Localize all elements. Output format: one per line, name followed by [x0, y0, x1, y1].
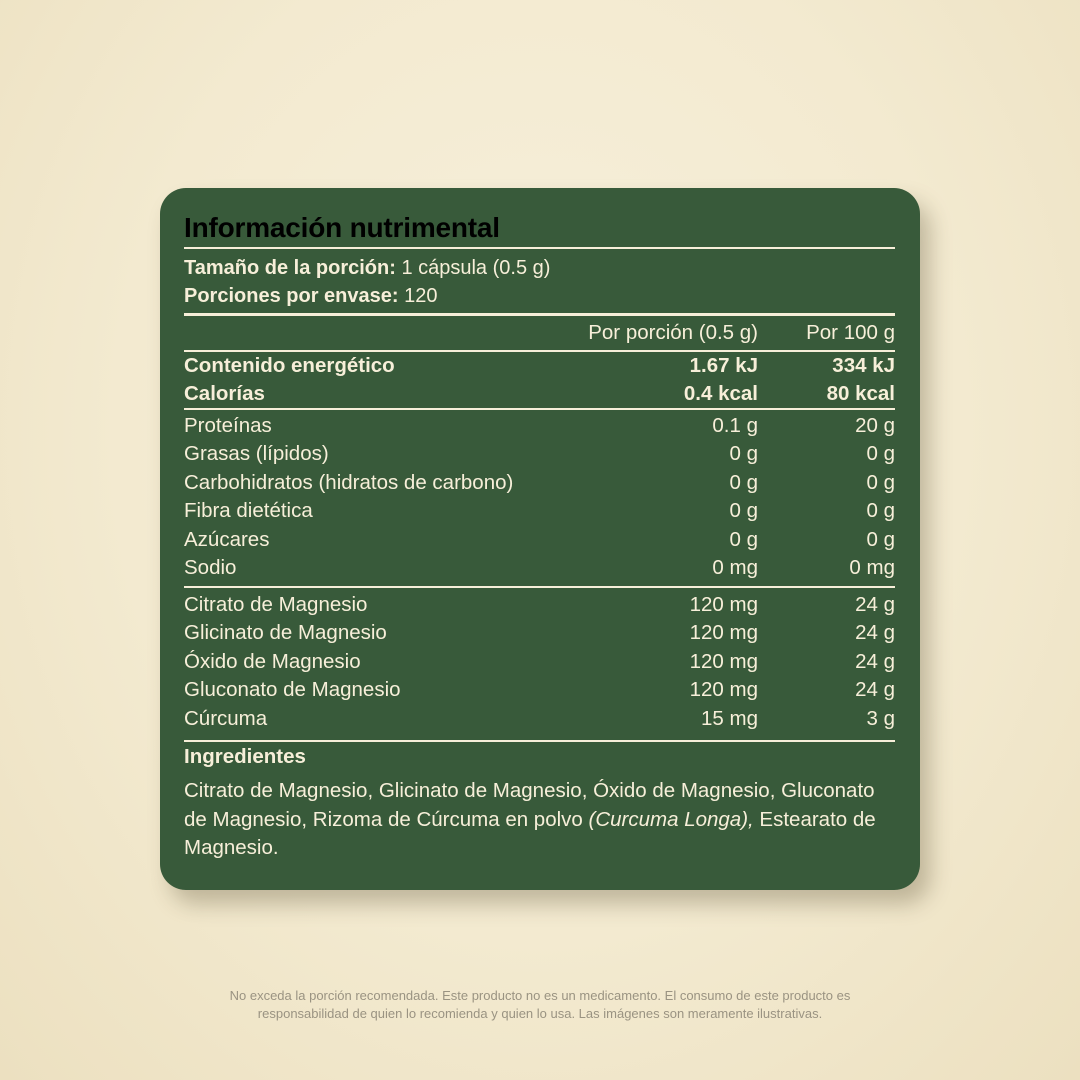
active-ingredient-row — [184, 619, 895, 647]
ingredients-text-part1: Citrato de Magnesio, Glicinato de Magnesio, Óxido de Magnesio, Gluconato de Magnesio, Rizoma de Cúrcuma en polvo — [184, 779, 875, 831]
energy-row-per-serving: 1.67 kJ — [689, 354, 758, 377]
active-ingredient-row-per-serving: 120 mg — [689, 593, 758, 616]
active-ingredient-row — [184, 591, 895, 619]
active-ingredient-row-name: Glicinato de Magnesio — [184, 621, 387, 645]
ingredients-text — [184, 777, 884, 863]
nutrient-row — [184, 554, 895, 582]
nutrient-row-name: Azúcares — [184, 527, 270, 551]
active-ingredient-row — [184, 648, 895, 676]
column-headers — [184, 319, 895, 347]
header-per-serving: Por porción (0.5 g) — [588, 321, 758, 344]
active-ingredient-row — [184, 705, 895, 733]
divider — [184, 247, 895, 249]
nutrient-row-per-serving: 0.1 g — [712, 414, 758, 437]
ingredients-heading: Ingredientes — [184, 745, 306, 768]
serving-size-label: Tamaño de la porción: — [184, 257, 396, 279]
nutrient-row-name: Sodio — [184, 556, 237, 579]
energy-row — [184, 352, 895, 380]
nutrient-row-per-serving: 0 mg — [712, 556, 758, 579]
nutrient-row — [184, 526, 895, 554]
servings-per-container-line — [184, 282, 895, 310]
energy-row-name: Calorías — [184, 382, 265, 405]
serving-size-line — [184, 254, 895, 282]
energy-row — [184, 380, 895, 408]
active-ingredient-row-per-serving: 120 mg — [689, 678, 758, 702]
divider — [184, 313, 895, 316]
servings-per-container-label: Porciones por envase: — [184, 285, 399, 307]
nutrient-row-per-serving: 0 g — [729, 499, 758, 523]
active-ingredient-row-per-100g: 24 g — [855, 649, 895, 673]
active-ingredient-row-name: Cúrcuma — [184, 706, 268, 730]
nutrient-row-per-serving: 0 g — [729, 470, 758, 494]
serving-size-value: 1 cápsula (0.5 g) — [401, 257, 551, 279]
nutrient-row-per-serving: 0 g — [729, 527, 758, 551]
nutrient-row — [184, 440, 895, 468]
disclaimer — [130, 987, 950, 1023]
nutrient-row-per-100g: 0 g — [866, 499, 895, 523]
disclaimer-line-2: responsabilidad de quien lo recomienda y quien lo usa. Las imágenes son meramente ilustrativas. — [257, 1006, 823, 1021]
active-ingredient-row — [184, 676, 895, 704]
nutrient-row-per-100g: 0 g — [866, 442, 895, 466]
divider — [184, 740, 895, 742]
active-ingredient-row-per-serving: 120 mg — [689, 621, 758, 645]
servings-per-container-value: 120 — [404, 285, 438, 307]
nutrient-row-per-100g: 0 g — [866, 527, 895, 551]
ingredients-text-italic: (Curcuma Longa), — [588, 807, 754, 831]
active-ingredient-row-name: Citrato de Magnesio — [184, 593, 368, 616]
energy-row-per-100g: 334 kJ — [832, 354, 895, 377]
nutrition-title: Información nutrimental — [184, 212, 500, 243]
nutrient-row — [184, 497, 895, 525]
nutrient-row-name: Fibra dietética — [184, 499, 313, 523]
nutrient-row-per-100g: 0 mg — [849, 556, 895, 579]
active-ingredient-row-per-100g: 24 g — [855, 621, 895, 645]
nutrient-row-per-serving: 0 g — [729, 442, 758, 466]
energy-row-per-100g: 80 kcal — [826, 382, 895, 405]
nutrient-row-name: Carbohidratos (hidratos de carbono) — [184, 470, 514, 494]
divider — [184, 586, 895, 588]
nutrient-row-name: Grasas (lípidos) — [184, 442, 329, 466]
active-ingredient-row-per-serving: 120 mg — [689, 649, 758, 673]
ingredients-text-part2: Estearato de Magnesio. — [184, 807, 876, 859]
energy-row-per-serving: 0.4 kcal — [683, 382, 758, 405]
active-ingredient-row-per-100g: 24 g — [855, 593, 895, 616]
nutrient-row-per-100g: 20 g — [855, 414, 895, 437]
nutrient-row-name: Proteínas — [184, 414, 272, 437]
disclaimer-line-1: No exceda la porción recomendada. Este producto no es un medicamento. El consumo de este producto es — [229, 988, 851, 1003]
active-ingredient-row-name: Óxido de Magnesio — [184, 649, 361, 673]
active-ingredient-row-per-100g: 3 g — [866, 706, 895, 730]
nutrient-row — [184, 469, 895, 497]
nutrient-row-per-100g: 0 g — [866, 470, 895, 494]
header-per-100g: Por 100 g — [806, 321, 895, 344]
active-ingredient-row-per-100g: 24 g — [855, 678, 895, 702]
active-ingredient-row-per-serving: 15 mg — [701, 706, 758, 730]
energy-row-name: Contenido energético — [184, 354, 395, 377]
nutrient-row — [184, 412, 895, 440]
active-ingredient-row-name: Gluconato de Magnesio — [184, 678, 401, 702]
divider — [184, 408, 895, 410]
